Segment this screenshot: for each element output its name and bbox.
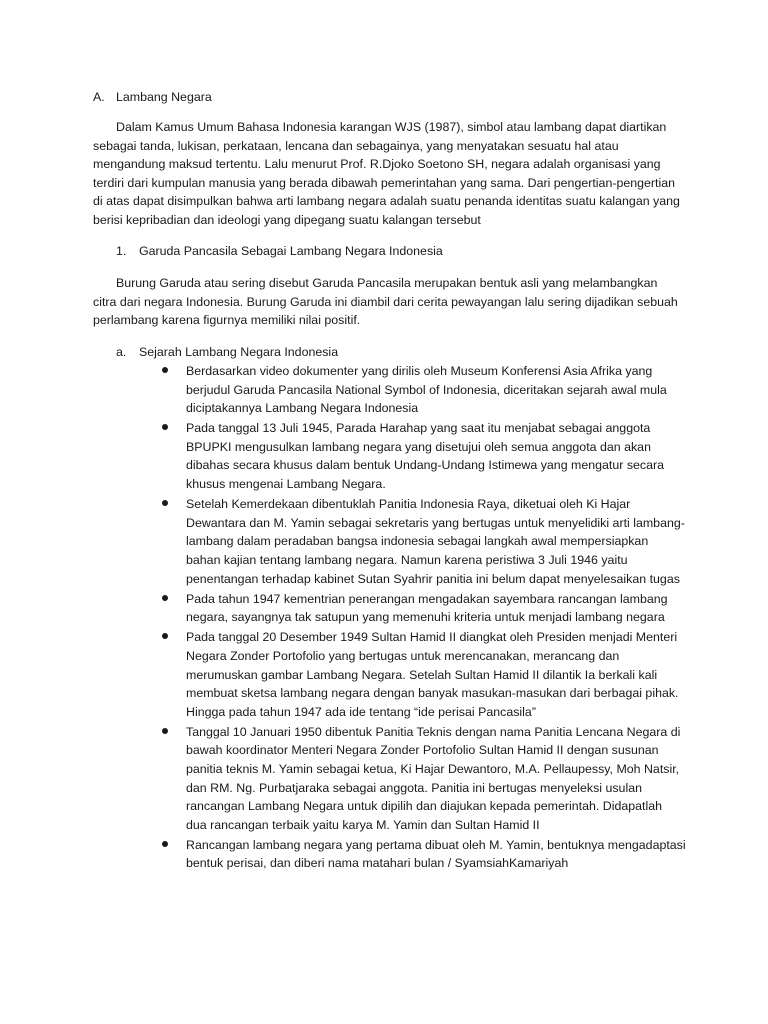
- section-heading-1: [116, 242, 706, 261]
- list-item: Pada tahun 1947 kementrian penerangan mengadakan sayembara rancangan lambang negara, sayangnya tak satupun yang memenuhi kriteria untuk menjadi lambang negara: [186, 590, 686, 627]
- list-item: Pada tanggal 13 Juli 1945, Parada Harahap yang saat itu menjabat sebagai anggota BPUPKI mengusulkan lambang negara yang disetujui oleh semua anggota dan akan dibahas secara khusus dalam bentuk Undang-Undang Istimewa yang mengatur secara khusus mengenai Lambang Negara.: [186, 419, 686, 493]
- history-bullet-list: [186, 362, 686, 875]
- list-item: Setelah Kemerdekaan dibentuklah Panitia Indonesia Raya, diketuai oleh Ki Hajar Dewantara dan M. Yamin sebagai sekretaris yang bertugas untuk menyelidiki arti lambang-lambang dalam peradaban bangsa indonesia sebagai langkah awal mempersiapkan bahan kajian tentang lambang negara. Namun karena peristiwa 3 Juli 1946 yaitu penentangan terhadap kabinet Sutan Syahrir panitia ini belum dapat menyelesaikan tugas: [186, 495, 686, 588]
- section-title: Garuda Pancasila Sebagai Lambang Negara Indonesia: [139, 244, 443, 258]
- section-title: Lambang Negara: [116, 90, 212, 104]
- list-item: Berdasarkan video dokumenter yang dirilis oleh Museum Konferensi Asia Afrika yang berjudul Garuda Pancasila National Symbol of Indonesia, diceritakan sejarah awal mula diciptakannya Lambang Negara Indonesia: [186, 362, 686, 418]
- section-marker: 1.: [116, 244, 127, 258]
- subsection-heading-a: [116, 343, 706, 362]
- intro-paragraph: Dalam Kamus Umum Bahasa Indonesia karangan WJS (1987), simbol atau lambang dapat diartikan sebagai tanda, lukisan, perkataan, lencana dan sebagainya, yang menyatakan sesuatu hal atau mengandung maksud tertentu. Lalu menurut Prof. R.Djoko Soetono SH, negara adalah organisasi yang terdiri dari kumpulan manusia yang berada dibawah pemerintahan yang sama. Dari pengertian-pengertian di atas dapat disimpulkan bahwa arti lambang negara adalah suatu penanda identitas suatu kalangan yang berisi kepribadian dan ideologi yang dipegang suatu kalangan tersebut: [93, 120, 680, 227]
- list-item: Rancangan lambang negara yang pertama dibuat oleh M. Yamin, bentuknya mengadaptasi bentuk perisai, dan diberi nama matahari bulan / SyamsiahKamariyah: [186, 836, 686, 873]
- list-item: Tanggal 10 Januari 1950 dibentuk Panitia Teknis dengan nama Panitia Lencana Negara di bawah koordinator Menteri Negara Zonder Portofolio Sultan Hamid II dengan susunan panitia teknis M. Yamin sebagai ketua, Ki Hajar Dewantoro, M.A. Pellaupessy, Moh Natsir, dan RM. Ng. Purbatjaraka sebagai anggota. Panitia ini bertugas menyeleksi usulan rancangan Lambang Negara untuk dipilih dan diajukan kepada pemerintah. Didapatlah dua rancangan terbaik yaitu karya M. Yamin dan Sultan Hamid II: [186, 723, 686, 835]
- garuda-paragraph: Burung Garuda atau sering disebut Garuda Pancasila merupakan bentuk asli yang melambangkan citra dari negara Indonesia. Burung Garuda ini diambil dari cerita pewayangan lalu sering dijadikan sebuah perlambang karena figurnya memiliki nilai positif.: [93, 276, 678, 328]
- section-marker: A.: [93, 90, 105, 104]
- subsection-title: Sejarah Lambang Negara Indonesia: [139, 345, 339, 359]
- section-heading-a: [93, 88, 683, 107]
- subsection-marker: a.: [116, 345, 127, 359]
- list-item: Pada tanggal 20 Desember 1949 Sultan Hamid II diangkat oleh Presiden menjadi Menteri Negara Zonder Portofolio yang bertugas untuk merencanakan, merancang dan merumuskan gambar Lambang Negara. Setelah Sultan Hamid II dilantik Ia berkali kali membuat sketsa lambang negara dengan banyak masukan-masukan dari berbagai pihak. Hingga pada tahun 1947 ada ide tentang “ide perisai Pancasila”: [186, 628, 686, 721]
